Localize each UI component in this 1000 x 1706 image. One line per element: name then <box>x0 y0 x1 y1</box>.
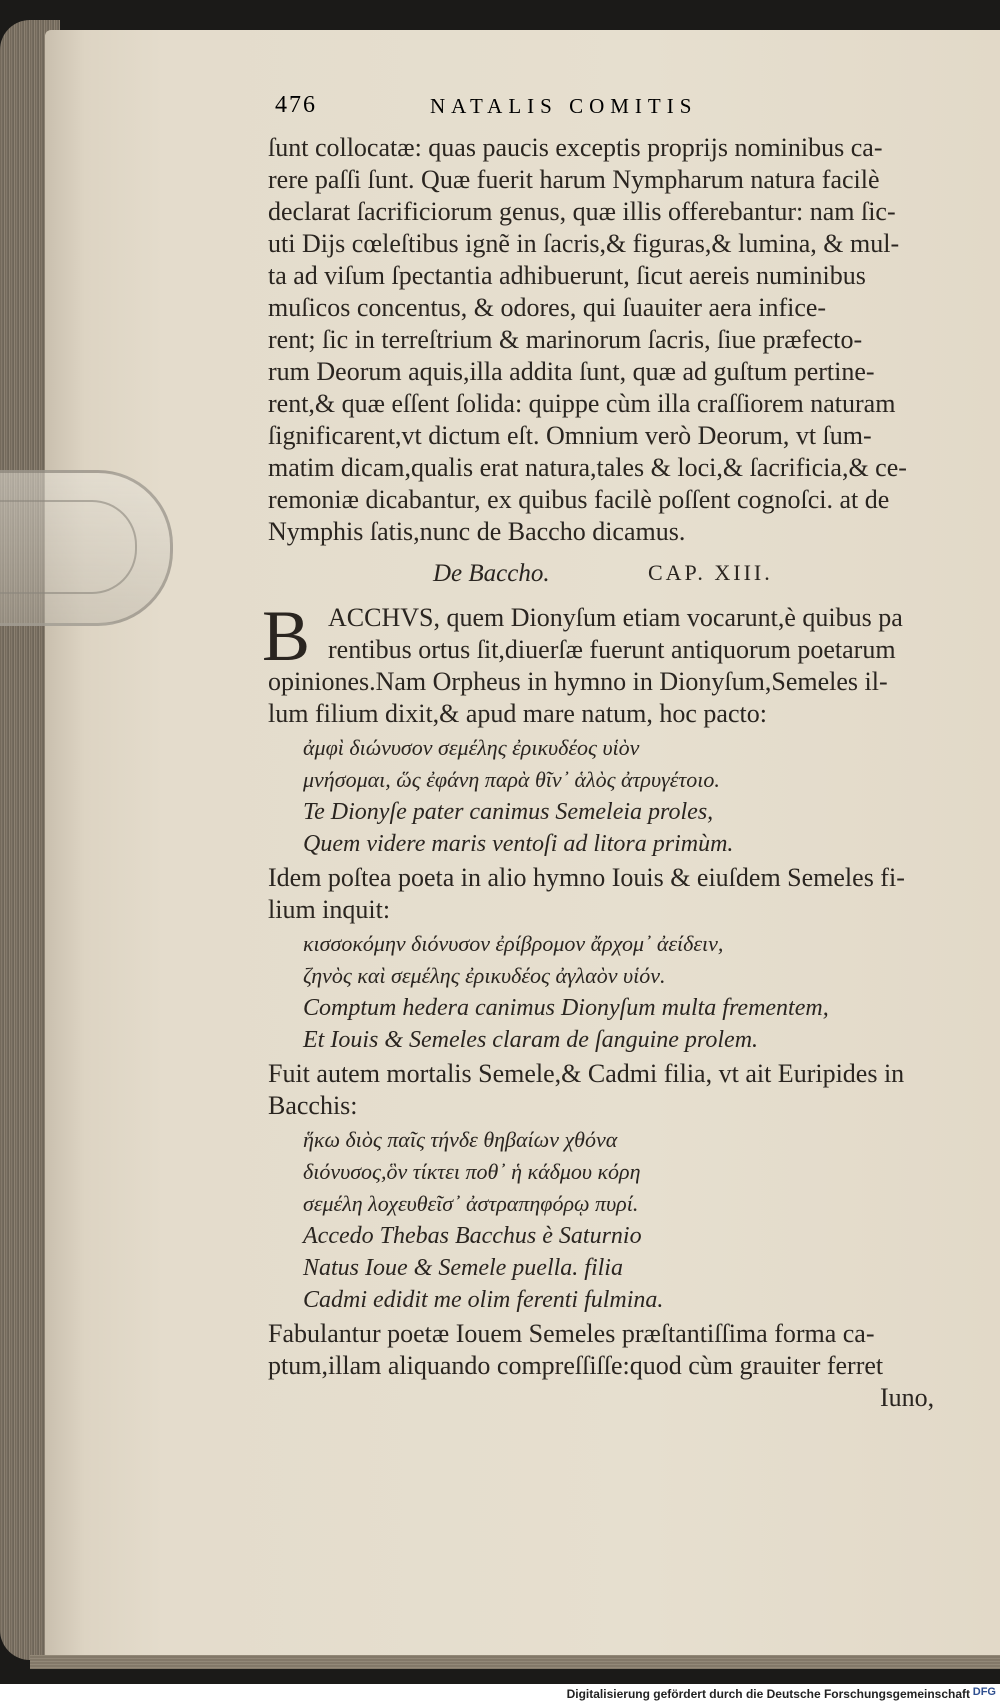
dfg-logo: DFG <box>972 1686 996 1698</box>
text-line: lum filium dixit,& apud mare natum, hoc pacto: <box>268 699 767 728</box>
verse-line-latin: Te Dionyſe pater canimus Semeleia proles, <box>303 799 714 825</box>
verse-line-latin: Accedo Thebas Bacchus è Saturnio <box>303 1223 642 1249</box>
text-line: ta ad viſum ſpectantia adhibuerunt, ſicut aereis numinibus <box>268 261 866 290</box>
text-line: muſicos concentus, & odores, qui ſuauiter aera infice- <box>268 293 827 322</box>
verse-line-greek: ἀμφὶ διώνυσον σεμέλης ἐρικυδέος υἱὸν <box>303 735 640 760</box>
chapter-title: De Baccho. <box>433 560 550 587</box>
text-line: uti Dijs cœleſtibus ignẽ in ſacris,& figuras,& lumina, & mul- <box>268 229 900 258</box>
text-line: Fuit autem mortalis Semele,& Cadmi filia, vt ait Euripides in <box>268 1059 905 1088</box>
text-line: Bacchis: <box>268 1091 358 1120</box>
funding-note: Digitalisierung gefördert durch die Deutsche Forschungsgemeinschaft <box>566 1687 970 1701</box>
running-title: NATALIS COMITIS <box>430 94 698 118</box>
text-line: rentibus ortus ſit,diuerſæ fuerunt antiquorum poetarum <box>328 635 896 664</box>
verse-line-latin: Et Iouis & Semeles claram de ſanguine prolem. <box>303 1027 759 1053</box>
verse-line-greek: μνήσομαι, ὥς ἐφάνη παρὰ θῖν᾽ ἁλὸς ἀτρυγέτοιο. <box>303 767 720 792</box>
text-line: ſignificarent,vt dictum eſt. Omnium verò Deorum, vt ſum- <box>268 421 872 450</box>
text-line: rere paſſi ſunt. Quæ fuerit harum Nympharum natura facilè <box>268 165 880 194</box>
page-bottom-edge <box>30 1655 1000 1669</box>
page-number: 476 <box>275 92 317 118</box>
verse-line-greek: ἥκω διὸς παῖς τήνδε θηβαίων χθόνα <box>303 1127 618 1152</box>
text-line: rent; ſic in terreſtrium & marinorum ſacris, ſiue præfecto- <box>268 325 863 354</box>
text-line: Nymphis ſatis,nunc de Baccho dicamus. <box>268 517 686 546</box>
text-line: Fabulantur poetæ Iouem Semeles præſtantiſſima forma ca- <box>268 1319 875 1348</box>
text-line: ſunt collocatæ: quas paucis exceptis proprijs nominibus ca- <box>268 133 883 162</box>
verse-line-greek: κισσοκόμην διόνυσον ἐρίβρομον ἄρχομ᾽ ἀείδειν, <box>303 931 724 956</box>
verse-line-latin: Quem videre maris ventoſi ad litora primùm. <box>303 831 734 857</box>
verse-line-greek: διόνυσος,ὃν τίκτει ποθ᾽ ἡ κάδμου κόρη <box>303 1159 641 1184</box>
text-line: lium inquit: <box>268 895 391 924</box>
text-line: ptum,illam aliquando compreſſiſſe:quod cùm grauiter ferret <box>268 1351 884 1380</box>
text-line: ACCHVS, quem Dionyſum etiam vocarunt,è quibus pa <box>328 603 903 632</box>
footer-bar <box>0 1684 1000 1706</box>
verse-line-latin: Natus Ioue & Semele puella. filia <box>303 1255 623 1281</box>
running-head <box>275 92 745 128</box>
text-line: rum Deorum aquis,illa addita ſunt, quæ ad guſtum pertine- <box>268 357 875 386</box>
text-line: matim dicam,qualis erat natura,tales & loci,& ſacrificia,& ce- <box>268 453 907 482</box>
page-clip-inner <box>0 500 137 594</box>
drop-capital: B <box>262 596 311 676</box>
verse-line-greek: ζηνὸς καὶ σεμέλης ἐρικυδέος ἀγλαὸν υἱόν. <box>303 963 666 988</box>
catchword: Iuno, <box>880 1383 935 1412</box>
chapter-number: CAP. XIII. <box>648 560 773 585</box>
verse-line-greek: σεμέλη λοχευθεῖσ᾽ ἀστραπηφόρῳ πυρί. <box>303 1191 639 1216</box>
verse-line-latin: Comptum hedera canimus Dionyſum multa frementem, <box>303 995 829 1021</box>
text-line: opiniones.Nam Orpheus in hymno in Dionyſum,Semeles il- <box>268 667 888 696</box>
text-line: rent,& quæ eſſent ſolida: quippe cùm illa craſſiorem naturam <box>268 389 896 418</box>
text-line: remoniæ dicabantur, ex quibus facilè poſſent cognoſci. at de <box>268 485 890 514</box>
text-line: Idem poſtea poeta in alio hymno Iouis & eiuſdem Semeles fi- <box>268 863 905 892</box>
verse-line-latin: Cadmi edidit me olim ferenti fulmina. <box>303 1287 664 1313</box>
text-line: declarat ſacrificiorum genus, quæ illis offerebantur: nam ſic- <box>268 197 896 226</box>
